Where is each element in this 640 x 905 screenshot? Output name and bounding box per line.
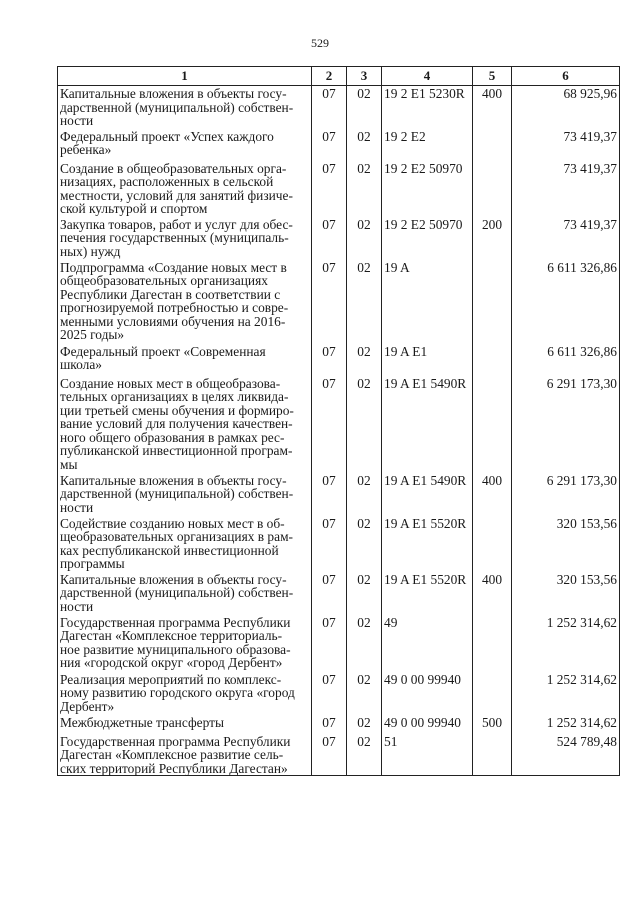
row-target-code-cell: 19 A — [382, 260, 473, 344]
row-section-cell: 07 — [312, 734, 347, 776]
row-subsection-cell: 02 — [347, 161, 382, 217]
table-row — [58, 161, 620, 217]
row-target-code-cell: 19 A E1 5520R — [382, 572, 473, 615]
row-amount-cell: 73 419,37 — [512, 217, 620, 260]
row-amount-cell: 1 252 314,62 — [512, 672, 620, 715]
row-subsection-cell: 02 — [347, 344, 382, 376]
row-name-cell — [58, 344, 312, 376]
row-subsection-cell: 02 — [347, 376, 382, 473]
row-target-code-cell: 19 A E1 5490R — [382, 473, 473, 516]
row-target-code-cell: 19 2 E2 50970 — [382, 217, 473, 260]
row-name-cell — [58, 516, 312, 572]
row-name-cell — [58, 473, 312, 516]
row-amount-cell: 6 291 173,30 — [512, 376, 620, 473]
row-name-cell — [58, 161, 312, 217]
row-name-text: Межбюджетные трансферты — [60, 714, 224, 730]
column-header-amount: 6 — [512, 67, 620, 86]
row-amount-cell: 68 925,96 — [512, 86, 620, 129]
row-expense-type-cell: 500 — [473, 715, 512, 734]
row-section-cell: 07 — [312, 516, 347, 572]
row-amount-cell: 6 291 173,30 — [512, 473, 620, 516]
row-subsection-cell: 02 — [347, 260, 382, 344]
row-name-cell — [58, 615, 312, 672]
row-amount-cell: 1 252 314,62 — [512, 615, 620, 672]
row-name-text: Капитальные вложения в объекты госу- дарственной (муниципальной) собствен- ности — [60, 571, 294, 614]
row-expense-type-cell: 400 — [473, 86, 512, 129]
table-row — [58, 615, 620, 672]
row-name-cell — [58, 376, 312, 473]
row-amount-cell: 73 419,37 — [512, 161, 620, 217]
row-target-code-cell: 19 A E1 5520R — [382, 516, 473, 572]
row-name-text: Капитальные вложения в объекты госу- дарственной (муниципальной) собствен- ности — [60, 86, 294, 128]
row-name-text: Подпрограмма «Создание новых мест в общеобразовательных организациях Республики Дагестан в соответствии с прогнозируемой потребностью и совре- менными условиями обучения на 2016- 2025 годы» — [60, 259, 289, 342]
row-section-cell: 07 — [312, 715, 347, 734]
table-row — [58, 473, 620, 516]
row-amount-cell: 73 419,37 — [512, 129, 620, 161]
row-expense-type-cell — [473, 516, 512, 572]
table-row — [58, 734, 620, 776]
row-section-cell: 07 — [312, 344, 347, 376]
row-section-cell: 07 — [312, 615, 347, 672]
row-expense-type-cell: 200 — [473, 217, 512, 260]
row-section-cell: 07 — [312, 672, 347, 715]
row-name-text: Реализация мероприятий по комплекс- ному развитию городского округа «город Дербент» — [60, 671, 295, 714]
row-expense-type-cell — [473, 260, 512, 344]
table-row — [58, 86, 620, 129]
row-target-code-cell: 19 2 E1 5230R — [382, 86, 473, 129]
page-number: 529 — [311, 36, 329, 50]
row-name-cell — [58, 672, 312, 715]
row-section-cell: 07 — [312, 86, 347, 129]
table-row — [58, 672, 620, 715]
row-target-code-cell: 19 A E1 5490R — [382, 376, 473, 473]
row-expense-type-cell — [473, 672, 512, 715]
row-name-text: Капитальные вложения в объекты госу- дарственной (муниципальной) собствен- ности — [60, 472, 294, 515]
row-name-cell — [58, 715, 312, 734]
row-target-code-cell: 19 2 E2 50970 — [382, 161, 473, 217]
row-subsection-cell: 02 — [347, 473, 382, 516]
row-name-cell — [58, 734, 312, 776]
row-expense-type-cell — [473, 129, 512, 161]
row-subsection-cell: 02 — [347, 734, 382, 776]
row-subsection-cell: 02 — [347, 129, 382, 161]
table-row — [58, 376, 620, 473]
row-name-text: Содействие созданию новых мест в об- щеобразовательных организациях в рам- ках республиканской инвестиционной программы — [60, 515, 294, 571]
column-header-name: 1 — [58, 67, 312, 86]
row-section-cell: 07 — [312, 473, 347, 516]
row-name-text: Федеральный проект «Успех каждого ребенка» — [60, 128, 274, 157]
row-name-cell — [58, 86, 312, 129]
row-expense-type-cell — [473, 344, 512, 376]
row-name-text: Закупка товаров, работ и услуг для обес- печения государственных (муниципаль- ных) нужд — [60, 216, 293, 259]
column-header-subsection: 3 — [347, 67, 382, 86]
row-target-code-cell: 19 2 E2 — [382, 129, 473, 161]
budget-table — [57, 66, 620, 776]
row-target-code-cell: 49 0 00 99940 — [382, 672, 473, 715]
table-row — [58, 715, 620, 734]
row-target-code-cell: 51 — [382, 734, 473, 776]
row-amount-cell: 320 153,56 — [512, 516, 620, 572]
row-subsection-cell: 02 — [347, 672, 382, 715]
row-target-code-cell: 49 0 00 99940 — [382, 715, 473, 734]
row-expense-type-cell: 400 — [473, 572, 512, 615]
table-body — [58, 86, 620, 776]
row-expense-type-cell — [473, 161, 512, 217]
column-header-section: 2 — [312, 67, 347, 86]
row-target-code-cell: 49 — [382, 615, 473, 672]
row-amount-cell: 6 611 326,86 — [512, 344, 620, 376]
row-subsection-cell: 02 — [347, 715, 382, 734]
row-amount-cell: 524 789,48 — [512, 734, 620, 776]
row-name-cell — [58, 572, 312, 615]
table-row — [58, 572, 620, 615]
row-section-cell: 07 — [312, 129, 347, 161]
row-expense-type-cell — [473, 376, 512, 473]
row-name-cell — [58, 129, 312, 161]
row-section-cell: 07 — [312, 376, 347, 473]
row-expense-type-cell: 400 — [473, 473, 512, 516]
row-name-text: Создание новых мест в общеобразова- тельных организациях в целях ликвида- ции третьей смены обучения и формиро- вание условий для получения качествен- ного общего образования в рамках рес- публиканской инвестиционной програм- мы — [60, 375, 294, 472]
table-row — [58, 260, 620, 344]
row-expense-type-cell — [473, 615, 512, 672]
column-header-expense-type: 5 — [473, 67, 512, 86]
row-target-code-cell: 19 A E1 — [382, 344, 473, 376]
table-header-row — [58, 67, 620, 86]
row-section-cell: 07 — [312, 217, 347, 260]
row-name-text: Государственная программа Республики Дагестан «Комплексное развитие сель- ских территорий Республики Дагестан» — [60, 733, 291, 776]
row-subsection-cell: 02 — [347, 516, 382, 572]
row-name-text: Создание в общеобразовательных орга- низациях, расположенных в сельской местности, условий для занятий физиче- ской культурой и спортом — [60, 160, 293, 216]
row-expense-type-cell — [473, 734, 512, 776]
row-name-cell — [58, 217, 312, 260]
table-row — [58, 217, 620, 260]
row-name-text: Федеральный проект «Современная школа» — [60, 343, 266, 372]
row-name-text: Государственная программа Республики Дагестан «Комплексное территориаль- ное развитие муниципального образова- ния «городской округ «город Дербент» — [60, 614, 291, 670]
row-name-cell — [58, 260, 312, 344]
table-row — [58, 516, 620, 572]
row-subsection-cell: 02 — [347, 572, 382, 615]
table-row — [58, 129, 620, 161]
row-amount-cell: 1 252 314,62 — [512, 715, 620, 734]
table-row — [58, 344, 620, 376]
row-section-cell: 07 — [312, 572, 347, 615]
row-subsection-cell: 02 — [347, 86, 382, 129]
row-section-cell: 07 — [312, 161, 347, 217]
row-section-cell: 07 — [312, 260, 347, 344]
row-subsection-cell: 02 — [347, 615, 382, 672]
row-amount-cell: 6 611 326,86 — [512, 260, 620, 344]
column-header-target-code: 4 — [382, 67, 473, 86]
row-amount-cell: 320 153,56 — [512, 572, 620, 615]
row-subsection-cell: 02 — [347, 217, 382, 260]
